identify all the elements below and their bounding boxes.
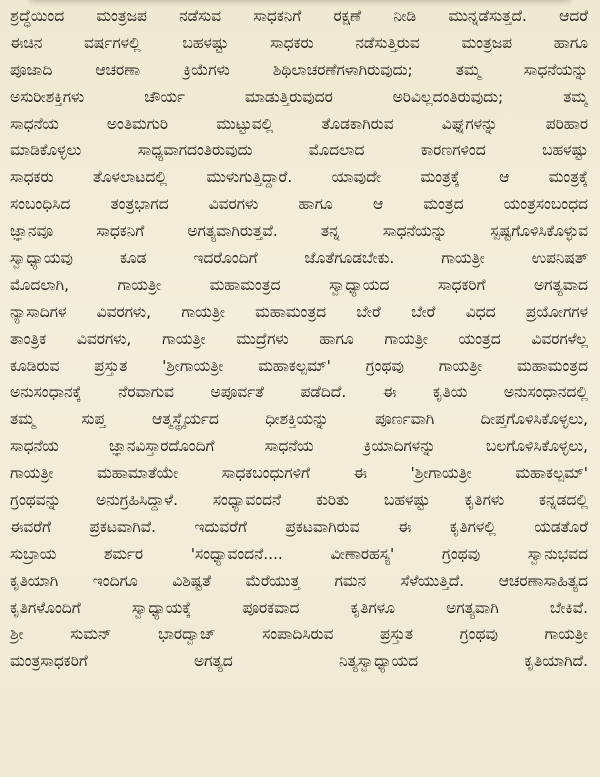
text-line-22: ಕೃತಿಯಾಗಿ ಇಂದಿಗೂ ವಿಶಿಷ್ಟತೆ ಮೆರೆಯುತ್ತ ಗಮನ ಸೆಳೆಯುತ್ತಿದೆ. ಆಚರಣಾಸಾಹಿತ್ಯದ: [10, 571, 588, 590]
text-line-24: ಶ್ರೀ ಸುಮನ್ ಭಾರದ್ವಾಜ್ ಸಂಪಾದಿಸಿರುವ ಪ್ರಸ್ತುತ ಗ್ರಂಥವು ಗಾಯತ್ರೀ: [10, 625, 588, 644]
text-line-20: ಈವರೆಗೆ ಪ್ರಕಟವಾಗಿವೆ. ಇದುವರೆಗೆ ಪ್ರಕಟವಾಗಿರುವ ಈ ಕೃತಿಗಳಲ್ಲಿ ಯಡತೊರೆ: [10, 517, 588, 536]
text-line-12: ನ್ಯಾಸಾದಿಗಳ ವಿವರಗಳು, ಗಾಯತ್ರೀ ಮಹಾಮಂತ್ರದ ಬೇರೆ ಬೇರೆ ವಿಧದ ಪ್ರಯೋಗಗಳ: [10, 302, 588, 321]
text-line-3: ಪೂಜಾದಿ ಆಚರಣಾ ಕ್ರಿಯೆಗಳು ಶಿಥಿಲಾಚರಣೆಗಳಾಗಿರುವುದು; ತಮ್ಮ ಸಾಧನೆಯನ್ನು: [10, 60, 588, 79]
text-line-21: ಸುಬ್ರಾಯ ಶರ್ಮರ 'ಸಂಧ್ಯಾವಂದನೆ.... ವೀಣಾರಹಸ್ಯ' ಗ್ರಂಥವು ಸ್ವಾನುಭವದ: [10, 544, 588, 563]
text-line-19: ಗ್ರಂಥವನ್ನು ಅನುಗ್ರಹಿಸಿದ್ದಾಳೆ. ಸಂಧ್ಯಾವಂದನೆ ಕುರಿತು ಬಹಳಷ್ಟು ಕೃತಿಗಳು ಕನ್ನಡದಲ್ಲಿ: [10, 491, 588, 510]
text-line-25: ಮಂತ್ರಸಾಧಕರಿಗೆ ಅಗತ್ಯದ ನಿತ್ಯಸ್ವಾಧ್ಯಾಯದ ಕೃತಿಯಾಗಿದೆ.: [10, 652, 588, 671]
text-line-5: ಸಾಧನೆಯ ಅಂತಿಮಗುರಿ ಮುಟ್ಟುವಲ್ಲಿ ತೊಡಕಾಗಿರುವ ವಿಘ್ನಗಳನ್ನು ಪರಿಹಾರ: [10, 114, 588, 133]
text-line-11: ಮೊದಲಾಗಿ, ಗಾಯತ್ರೀ ಮಹಾಮಂತ್ರದ ಸ್ವಾಧ್ಯಾಯದ ಸಾಧಕರಿಗೆ ಅಗತ್ಯವಾದ: [10, 275, 588, 294]
kannada-text-block: [10, 3, 588, 675]
text-line-1: ಶ್ರದ್ಧೆಯಿಂದ ಮಂತ್ರಜಪ ನಡೆಸುವ ಸಾಧಕನಿಗೆ ರಕ್ಷಣೆ ನೀಡಿ ಮುನ್ನಡೆಸುತ್ತದೆ. ಆದರೆ: [10, 7, 588, 25]
text-line-15: ಅನುಸಂಧಾನಕ್ಕೆ ನೆರವಾಗುವ ಅಪೂರ್ವತೆ ಪಡೆದಿದೆ. ಈ ಕೃತಿಯ ಅನುಸಂಧಾನದಲ್ಲಿ: [10, 383, 588, 402]
text-line-6: ಮಾಡಿಕೊಳ್ಳಲು ಸಾಧ್ಯವಾಗದಂತಿರುವುದು ಮೊದಲಾದ ಕಾರಣಗಳಿಂದ ಬಹಳಷ್ಟು: [10, 141, 588, 160]
text-line-9: ಜ್ಞಾನವೂ ಸಾಧಕನಿಗೆ ಅಗತ್ಯವಾಗಿರುತ್ತವೆ. ತನ್ನ ಸಾಧನೆಯನ್ನು ಸ್ಪಷ್ಟಗೊಳಿಸಿಕೊಳ್ಳುವ: [10, 222, 588, 241]
cropped-previous-line: [0, 0, 600, 2]
text-line-2: ಈಚಿನ ವರ್ಷಗಳಲ್ಲಿ ಬಹಳಷ್ಟು ಸಾಧಕರು ನಡೆಸುತ್ತಿರುವ ಮಂತ್ರಜಪ ಹಾಗೂ: [10, 33, 588, 52]
text-line-23: ಕೃತಿಗಳೊಂದಿಗೆ ಸ್ವಾಧ್ಯಾಯಕ್ಕೆ ಪೂರಕವಾದ ಕೃತಿಗಳೂ ಅಗತ್ಯವಾಗಿ ಬೇಕಿವೆ.: [10, 598, 588, 617]
text-line-8: ಸಂಬಂಧಿಸಿದ ತಂತ್ರಭಾಗದ ವಿವರಗಳು ಹಾಗೂ ಆ ಮಂತ್ರದ ಯಂತ್ರಸಂಬಂಧದ: [10, 195, 588, 214]
text-line-13: ತಾಂತ್ರಿಕ ವಿವರಗಳು, ಗಾಯತ್ರೀ ಮುದ್ರೆಗಳು ಹಾಗೂ ಗಾಯತ್ರೀ ಯಂತ್ರದ ವಿವರಗಳೆಲ್ಲ: [10, 329, 588, 348]
text-line-7: ಸಾಧಕರು ತೊಳಲಾಟದಲ್ಲಿ ಮುಳುಗುತ್ತಿದ್ದಾರೆ. ಯಾವುದೇ ಮಂತ್ರಕ್ಕೆ ಆ ಮಂತ್ರಕ್ಕೆ: [10, 168, 588, 187]
text-line-10: ಸ್ವಾಧ್ಯಾಯವು ಕೂಡ ಇದರೊಂದಿಗೆ ಜೊತೆಗೂಡಬೇಕು. ಗಾಯತ್ರೀ ಉಪನಿಷತ್: [10, 249, 588, 268]
text-line-16: ತಮ್ಮ ಸುಪ್ತ ಆತ್ಮಸ್ಥೈರ್ಯದ ಧೀಶಕ್ತಿಯನ್ನು ಪೂರ್ಣವಾಗಿ ದೀಪ್ತಗೊಳಿಸಿಕೊಳ್ಳಲು,: [10, 410, 588, 429]
text-line-4: ಅಸುರೀಶಕ್ತಿಗಳು ಚೌರ್ಯ ಮಾಡುತ್ತಿರುವುದರ ಅರಿವಿಲ್ಲದಂತಿರುವುದು; ತಮ್ಮ: [10, 87, 588, 106]
text-line-17: ಸಾಧನೆಯ ಜ್ಞಾನವಿಸ್ತಾರದೊಂದಿಗೆ ಸಾಧನೆಯ ಕ್ರಿಯಾದಿಗಳನ್ನು ಬಲಗೊಳಿಸಿಕೊಳ್ಳಲು,: [10, 437, 588, 456]
text-line-18: ಗಾಯತ್ರೀ ಮಹಾಮಾತೆಯೇ ಸಾಧಕಬಂಧುಗಳಿಗೆ ಈ 'ಶ್ರೀಗಾಯತ್ರೀ ಮಹಾಕಲ್ಪಮ್': [10, 464, 588, 483]
text-line-14: ಕೂಡಿರುವ ಪ್ರಸ್ತುತ 'ಶ್ರೀಗಾಯತ್ರೀ ಮಹಾಕಲ್ಪಮ್' ಗ್ರಂಥವು ಗಾಯತ್ರೀ ಮಹಾಮಂತ್ರದ: [10, 356, 588, 375]
